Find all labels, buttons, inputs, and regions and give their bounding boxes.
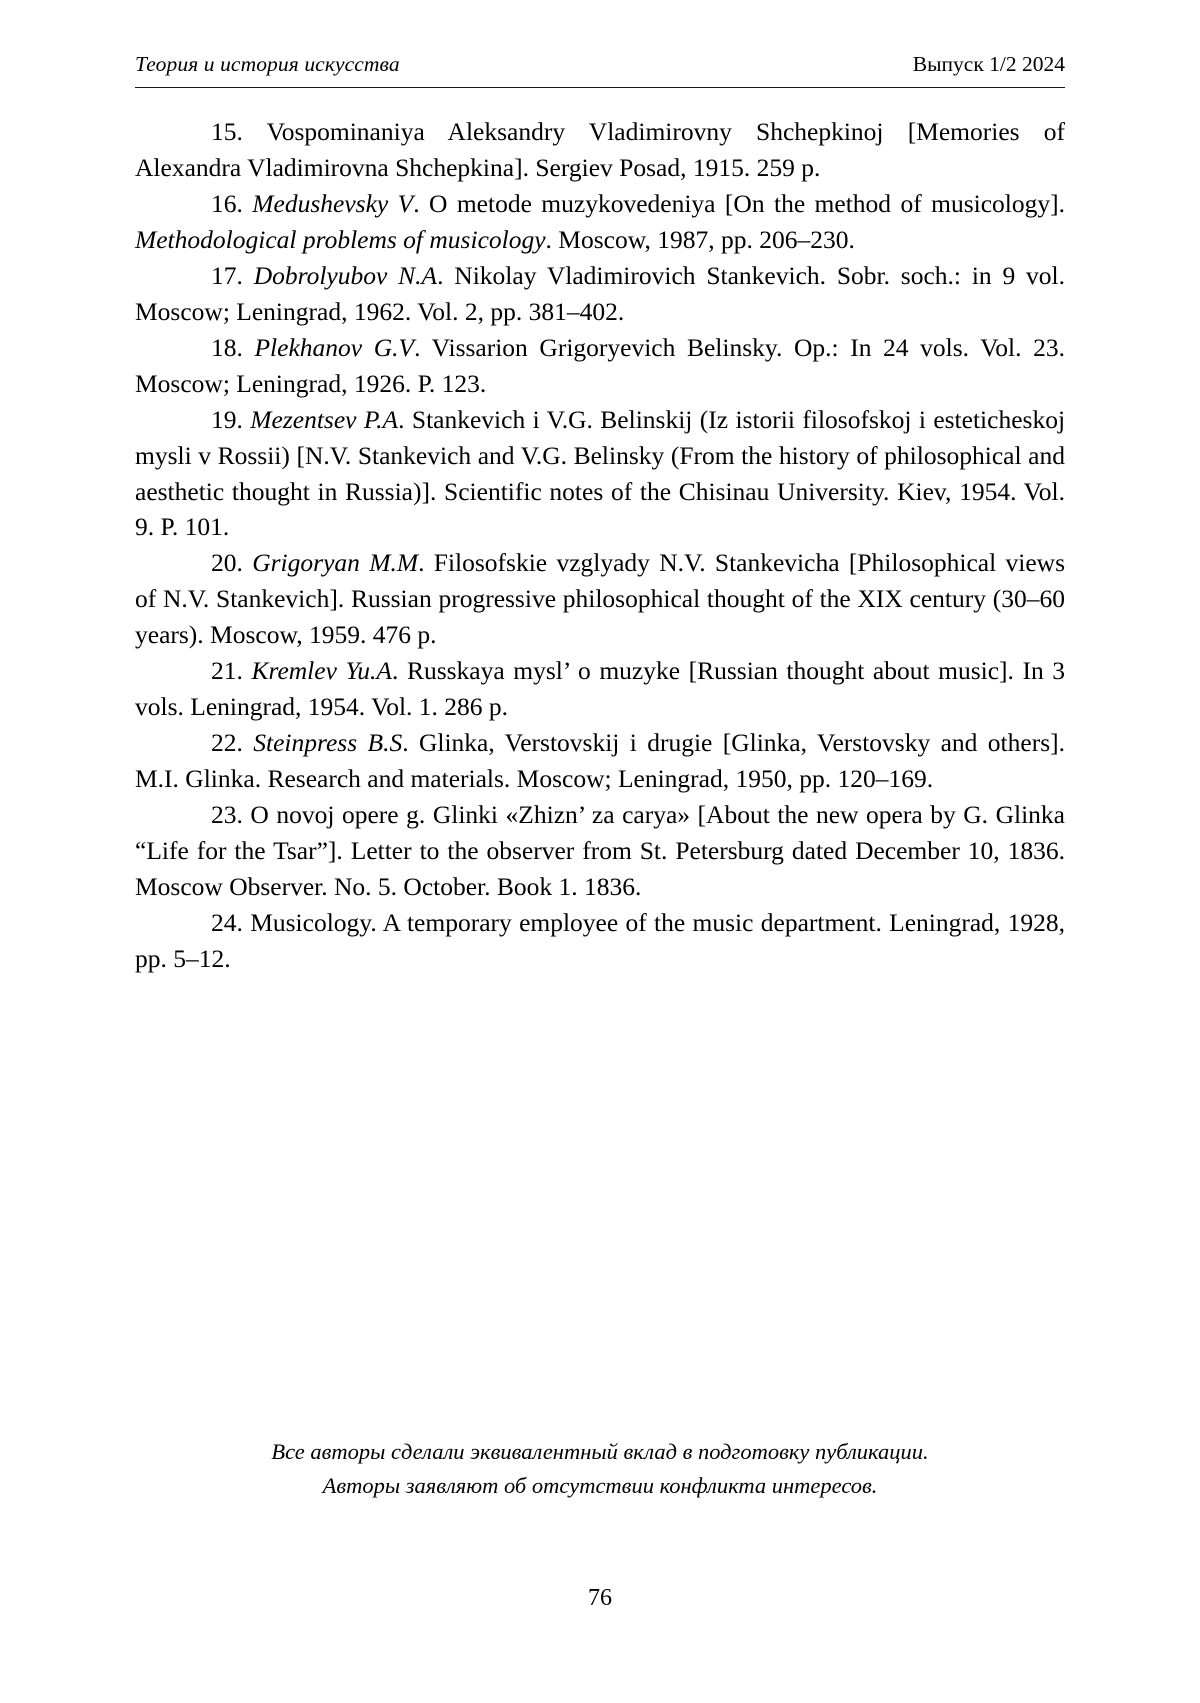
- reference-author: Plekhanov G.V: [254, 332, 415, 362]
- reference-item: [135, 797, 1065, 905]
- reference-text: . Stankevich i V.G. Belinskij (Iz istorii filosofskoj i esteticheskoj mysli v Rossii) [N.V. Stankevich and V.G. Belinsky (From the history of philosophical and aesthetic thought in Russia)]. Scientific notes of the Chisinau University. Kiev, 1954. Vol. 9. P. 101.: [135, 404, 1066, 542]
- author-contribution-note: [135, 1435, 1065, 1503]
- reference-text: . Glinka, Verstovskij i drugie [Glinka, Verstovsky and others]. M.I. Glinka. Research and materials. Moscow; Leningrad, 1950, pp. 120–169.: [135, 728, 1065, 794]
- reference-text: . Nikolay Vladimirovich Stankevich. Sobr. soch.: in 9 vol. Moscow; Leningrad, 1962. Vol. 2, pp. 381–402.: [135, 260, 1066, 326]
- reference-author: Grigoryan M.M: [252, 548, 419, 578]
- page-number: 76: [588, 1585, 612, 1611]
- reference-text: 24. Musicology. A temporary employee of the music department. Leningrad, 1928, pp. 5–12.: [135, 907, 1065, 973]
- reference-text: 19.: [211, 404, 251, 434]
- running-head: [135, 52, 1065, 88]
- reference-text: . Moscow, 1987, pp. 206–230.: [545, 224, 855, 254]
- reference-text: 20.: [211, 548, 253, 578]
- reference-author: Mezentsev P.A: [250, 404, 399, 434]
- reference-item: [135, 186, 1065, 258]
- reference-author: Methodological problems of musicology: [135, 224, 546, 254]
- reference-text: . Filosofskie vzglyady N.V. Stankevicha [Philosophical views of N.V. Stankevich]. Russian progressive philosophical thought of the XIX century (30–60 years). Moscow, 1959. 476 p.: [135, 548, 1066, 650]
- reference-item: [135, 653, 1065, 725]
- reference-text: 16.: [211, 188, 253, 218]
- reference-text: 21.: [211, 656, 252, 686]
- reference-list: [135, 114, 1065, 977]
- reference-text: 17.: [211, 260, 254, 290]
- reference-item: [135, 402, 1065, 546]
- reference-item: [135, 114, 1065, 186]
- reference-author: Dobrolyubov N.A: [253, 260, 438, 290]
- reference-text: 23. O novoj opere g. Glinki «Zhizn’ za carya» [About the new opera by G. Glinka “Life for the Tsar”]. Letter to the observer from St. Petersburg dated December 10, 1836. Moscow Observer. No. 5. October. Book 1. 1836.: [135, 800, 1065, 902]
- reference-text: 15. Vospominaniya Aleksandry Vladimirovny Shchepkinoj [Memories of Alexandra Vladimirovna Shchepkina]. Sergiev Posad, 1915. 259 p.: [135, 117, 1065, 182]
- reference-text: . O metode muzykovedeniya [On the method of musicology].: [413, 188, 1065, 218]
- reference-text: . Russkaya mysl’ o muzyke [Russian thought about music]. In 3 vols. Leningrad, 1954. Vol. 1. 286 p.: [135, 656, 1066, 722]
- contribution-statement: Все авторы сделали эквивалентный вклад в подготовку публикации.: [271, 1439, 929, 1464]
- reference-item: [135, 545, 1065, 653]
- reference-item: [135, 725, 1065, 797]
- reference-item: [135, 905, 1065, 977]
- running-head-issue: Выпуск 1/2 2024: [912, 52, 1065, 76]
- reference-text: 18.: [211, 332, 255, 362]
- reference-author: Medushevsky V: [252, 188, 414, 218]
- reference-item: [135, 330, 1065, 402]
- reference-author: Kremlev Yu.A: [251, 656, 392, 686]
- running-head-journal-title: Теория и история искусства: [135, 52, 400, 76]
- reference-author: Steinpress B.S: [253, 728, 403, 758]
- reference-text: 22.: [211, 728, 254, 758]
- reference-item: [135, 258, 1065, 330]
- reference-text: . Vissarion Grigoryevich Belinsky. Op.: In 24 vols. Vol. 23. Moscow; Leningrad, 1926. P. 123.: [135, 332, 1065, 398]
- conflict-of-interest-statement: Авторы заявляют об отсутствии конфликта интересов.: [322, 1472, 878, 1498]
